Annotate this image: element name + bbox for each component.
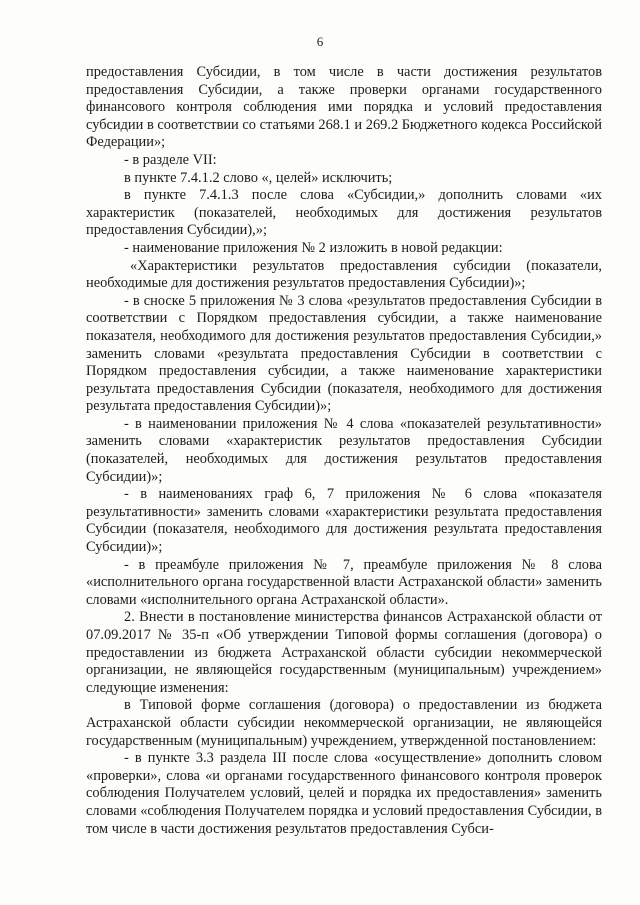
paragraph: - в наименованиях граф 6, 7 приложения № 6 слова «показателя результативности» заменить словами «характеристики результата предоставления Субсидии (показателя, необходимого для достижения результата предоставления Субсидии)»; (86, 486, 602, 556)
paragraph: 2. Внести в постановление министерства финансов Астраханской области от 07.09.2017 № 35-п «Об утверждении Типовой формы соглашения (договора) о предоставлении из бюджета Астраханской области субсидии некоммерческой организации, не являющейся государственным (муниципальным) учреждением» следующие изменения: (86, 609, 602, 696)
paragraph: - в сноске 5 приложения № 3 слова «результатов предоставления Субсидии в соответствии с Порядком предоставления субсидии, а также наименование показателя, необходимого для достижения результатов предоставления Субсидии,» заменить словами «результата предоставления Субсидии в соответствии с Порядком предоставления субсидии, а также наименование характеристики результата предоставления Субсидии (показателя, необходимого для достижения результата предоставления Субсидии)»; (86, 292, 602, 415)
paragraph: - в разделе VII: (124, 151, 217, 168)
paragraph: - наименование приложения № 2 изложить в новой редакции: (124, 239, 503, 256)
paragraph: в пункте 7.4.1.2 слово «, целей» исключить; (124, 169, 393, 186)
document-body (86, 64, 602, 838)
paragraph: - в преамбуле приложения № 7, преамбуле приложения № 8 слова «исполнительного органа государственной власти Астраханской области» заменить словами «исполнительного органа Астраханской области». (86, 556, 602, 608)
paragraph: в пункте 7.4.1.3 после слова «Субсидии,» дополнить словами «их характеристик (показателей, необходимых для достижения результатов предоставления Субсидии),»; (86, 187, 602, 239)
paragraph: - в пункте 3.3 раздела III после слова «осуществление» дополнить словом «проверки», слова «и органами государственного финансового контроля проверок соблюдения Получателем условий, целей и порядка их предоставления» заменить словами «соблюдения Получателем порядка и условий предоставления Субсидии, в том числе в части достижения результатов предоставления Субси- (86, 750, 602, 837)
page-number: 6 (316, 34, 324, 49)
paragraph: в Типовой форме соглашения (договора) о предоставлении из бюджета Астраханской области субсидии некоммерческой организации, не являющейся государственным (муниципальным) учреждением, утвержденной постановлением: (86, 697, 602, 749)
paragraph: - в наименовании приложения № 4 слова «показателей результативности» заменить словами «характеристик результатов предоставления Субсидии (показателей, необходимых для достижения результатов предоставления Субсидии)»; (86, 415, 602, 485)
paragraph: предоставления Субсидии, в том числе в части достижения результатов предоставления Субсидии, а также проверки органами государственного финансового контроля соблюдения ими порядка и условий предоставления субсидии в соответствии со статьями 268.1 и 269.2 Бюджетного кодекса Российской Федерации»; (86, 64, 602, 151)
paragraph: «Характеристики результатов предоставления субсидии (показатели, необходимые для достижения результатов предоставления Субсидии)»; (86, 257, 602, 292)
